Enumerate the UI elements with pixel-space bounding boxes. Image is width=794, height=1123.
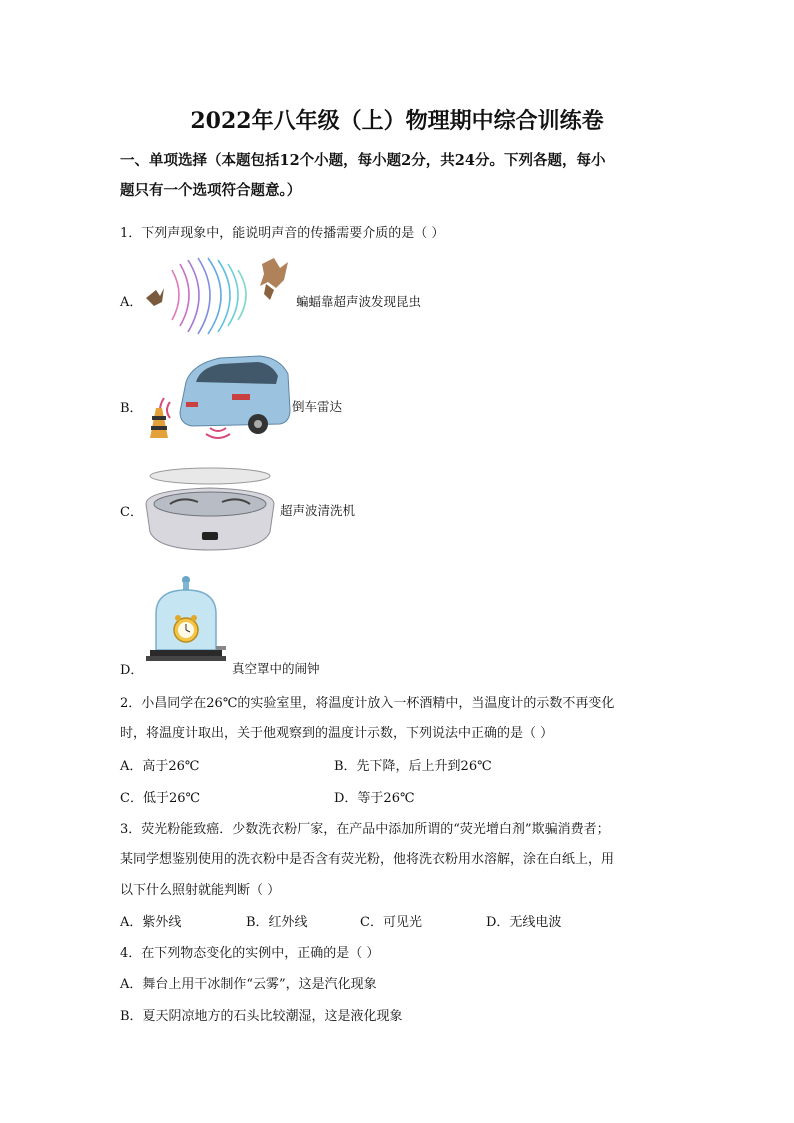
section-heading-line2: 题只有一个选项符合题意。）	[120, 182, 302, 199]
q1-option-c-letter: C．	[120, 505, 143, 520]
q1-option-c-caption: 超声波清洗机	[280, 503, 356, 518]
q1-option-d-letter: D．	[120, 663, 144, 678]
q1-option-b-caption: 倒车雷达	[292, 399, 343, 414]
section-heading-line1: 一、单项选择（本题包括12个小题，每小题2分，共24分。下列各题，每小	[120, 152, 606, 169]
bat-ultrasound-image	[142, 254, 292, 336]
question-1-stem: 1．下列声现象中，能说明声音的传播需要介质的是（ ）	[120, 226, 445, 241]
q3-option-d: D．无线电波	[486, 915, 562, 930]
q1-option-d-caption: 真空罩中的闹钟	[232, 661, 320, 676]
page-title: 2022年八年级（上）物理期中综合训练卷	[190, 108, 604, 134]
q1-option-a-caption: 蝙蝠靠超声波发现昆虫	[296, 294, 422, 309]
q3-option-a: A．紫外线	[120, 915, 182, 930]
question-3-line3: 以下什么照射就能判断（ ）	[120, 883, 281, 898]
question-3-line1: 3．荧光粉能致癌．少数洗衣粉厂家，在产品中添加所谓的“荧光增白剂”欺骗消费者；	[120, 822, 610, 837]
q2-option-a: A．高于26℃	[120, 759, 200, 774]
question-4-stem: 4．在下列物态变化的实例中，正确的是（ ）	[120, 946, 380, 961]
q3-option-b: B．红外线	[246, 915, 308, 930]
vacuum-bell-jar-clock-image	[146, 574, 228, 668]
question-2-line2: 时，将温度计取出，关于他观察到的温度计示数，下列说法中正确的是（ ）	[120, 726, 554, 741]
q1-option-a-letter: A．	[120, 295, 143, 310]
q3-option-c: C．可见光	[360, 915, 422, 930]
q2-option-d: D．等于26℃	[334, 791, 415, 806]
q4-option-b: B．夏天阴凉地方的石头比较潮湿，这是液化现象	[120, 1009, 403, 1024]
q4-option-a: A．舞台上用干冰制作“云雾”，这是汽化现象	[120, 977, 377, 992]
question-2-line1: 2．小昌同学在26℃的实验室里，将温度计放入一杯酒精中，当温度计的示数不再变化	[120, 696, 615, 711]
question-3-line2: 某同学想鉴别使用的洗衣粉中是否含有荧光粉，他将洗衣粉用水溶解，涂在白纸上，用	[120, 852, 615, 867]
q2-option-c: C．低于26℃	[120, 791, 201, 806]
ultrasonic-cleaner-image	[142, 466, 278, 554]
reversing-radar-image	[140, 352, 292, 442]
q2-option-b: B．先下降，后上升到26℃	[334, 759, 492, 774]
q1-option-b-letter: B．	[120, 401, 143, 416]
